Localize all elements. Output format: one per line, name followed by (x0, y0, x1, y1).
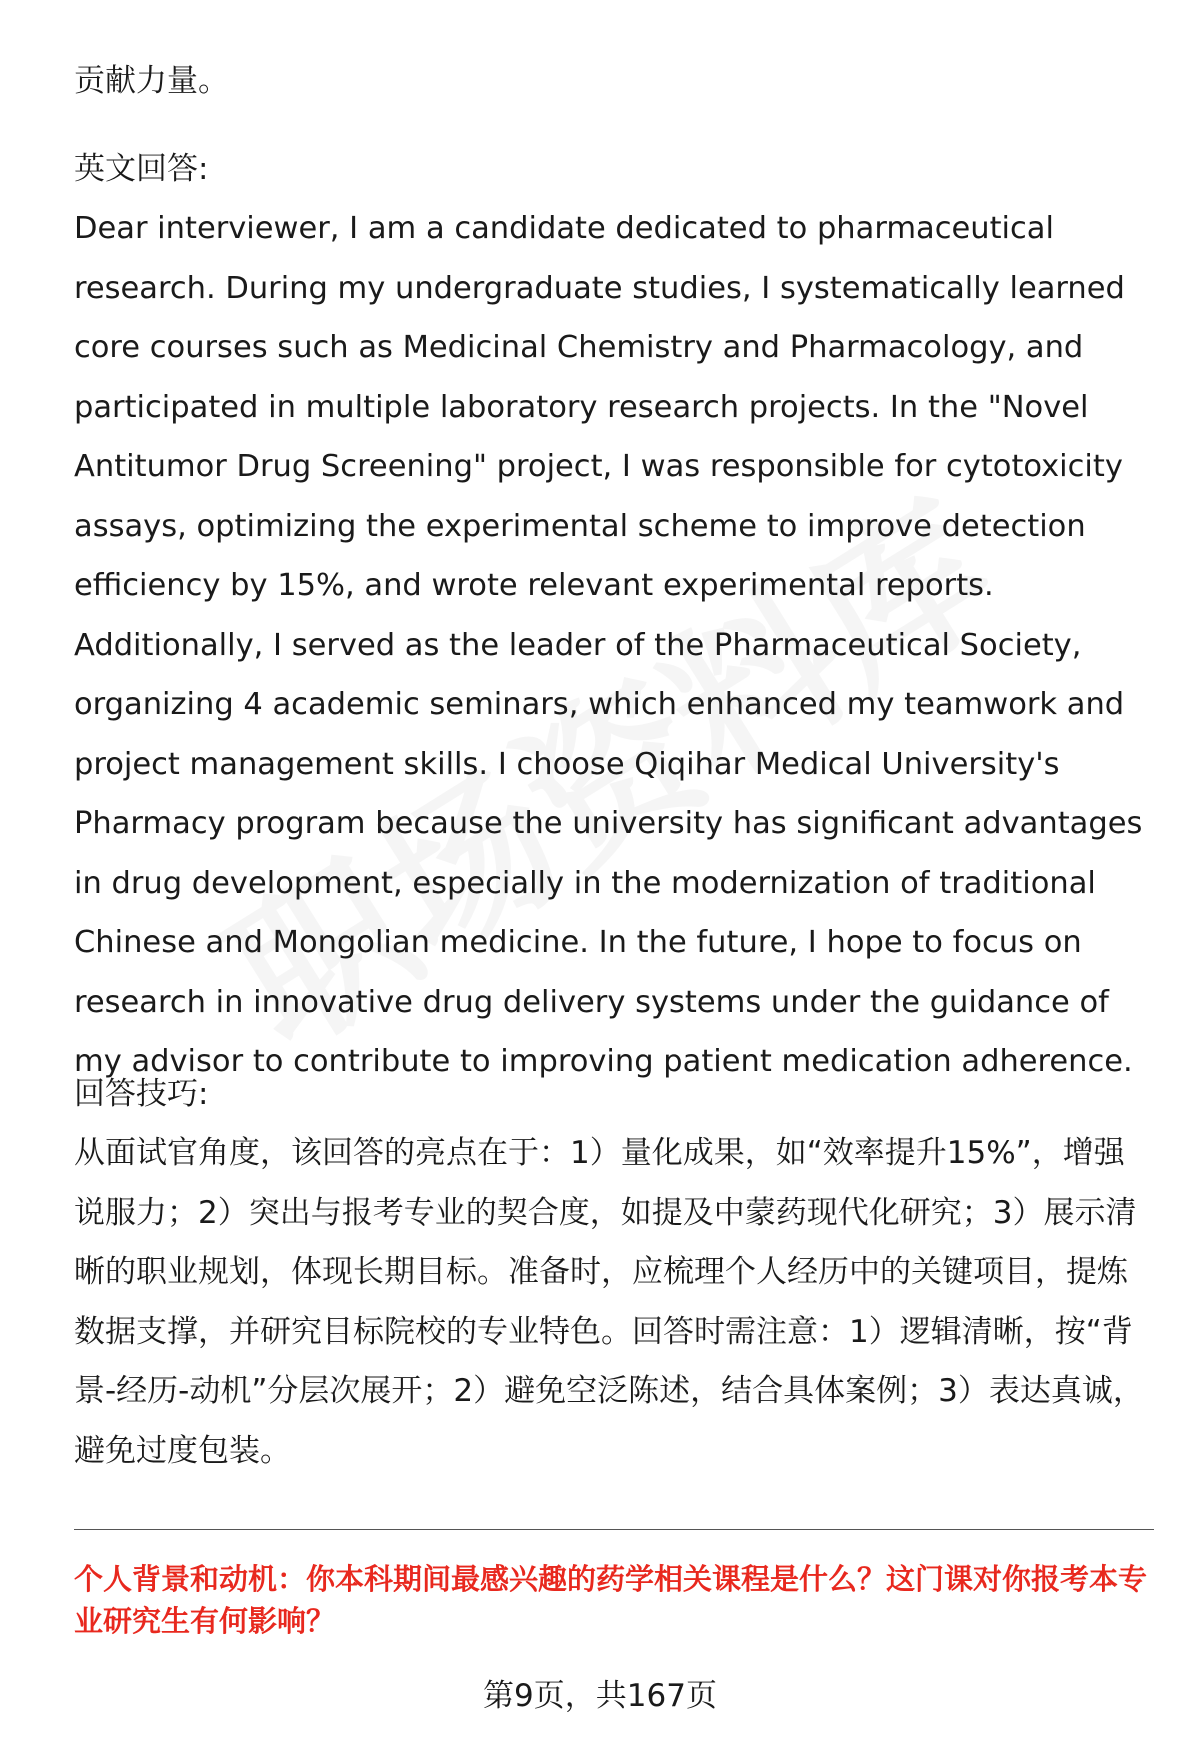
continuation-text: 贡献力量。 (74, 63, 229, 99)
answer-tips-text: 从面试官角度，该回答的亮点在于：1）量化成果，如“效率提升15%”，增强说服力；2）突出与报考专业的契合度，如提及中蒙药现代化研究；3）展示清晰的职业规划，体现长期目标。准备时，应梳理个人经历中的关键项目，提炼数据支撑，并研究目标院校的专业特色。回答时需注意：1）逻辑清晰，按“背景-经历-动机”分层次展开；2）避免空泛陈述，结合具体案例；3）表达真诚，避免过度包装。 (74, 1135, 1144, 1469)
section-divider (74, 1529, 1154, 1530)
answer-tips-label: 回答技巧: (74, 1076, 209, 1112)
english-answer-text: Dear interviewer, I am a candidate dedicated to pharmaceutical research. During my undergraduate studies, I systematically learned core courses such as Medicinal Chemistry and Pharmacology, and participated in multiple laboratory research projects. In the "Novel Antitumor Drug Screening" project, I was responsible for cytotoxicity assays, optimizing the experimental scheme to improve detection efficiency by 15%, and wrote relevant experimental reports. Additionally, I served as the leader of the Pharmaceutical Society, organizing 4 academic seminars, which enhanced my teamwork and project management skills. I choose Qiqihar Medical University's Pharmacy program because the university has significant advantages in drug development, especially in the modernization of traditional Chinese and Mongolian medicine. In the future, I hope to focus on research in innovative drug delivery systems under the guidance of my advisor to contribute to improving patient medication adherence. (74, 211, 1143, 1079)
english-answer-label: 英文回答: (74, 151, 209, 187)
page-indicator: 第9页，共167页 (483, 1678, 717, 1714)
next-question-heading: 个人背景和动机：你本科期间最感兴趣的药学相关课程是什么？这门课对你报考本专业研究生有何影响？ (74, 1562, 1148, 1638)
